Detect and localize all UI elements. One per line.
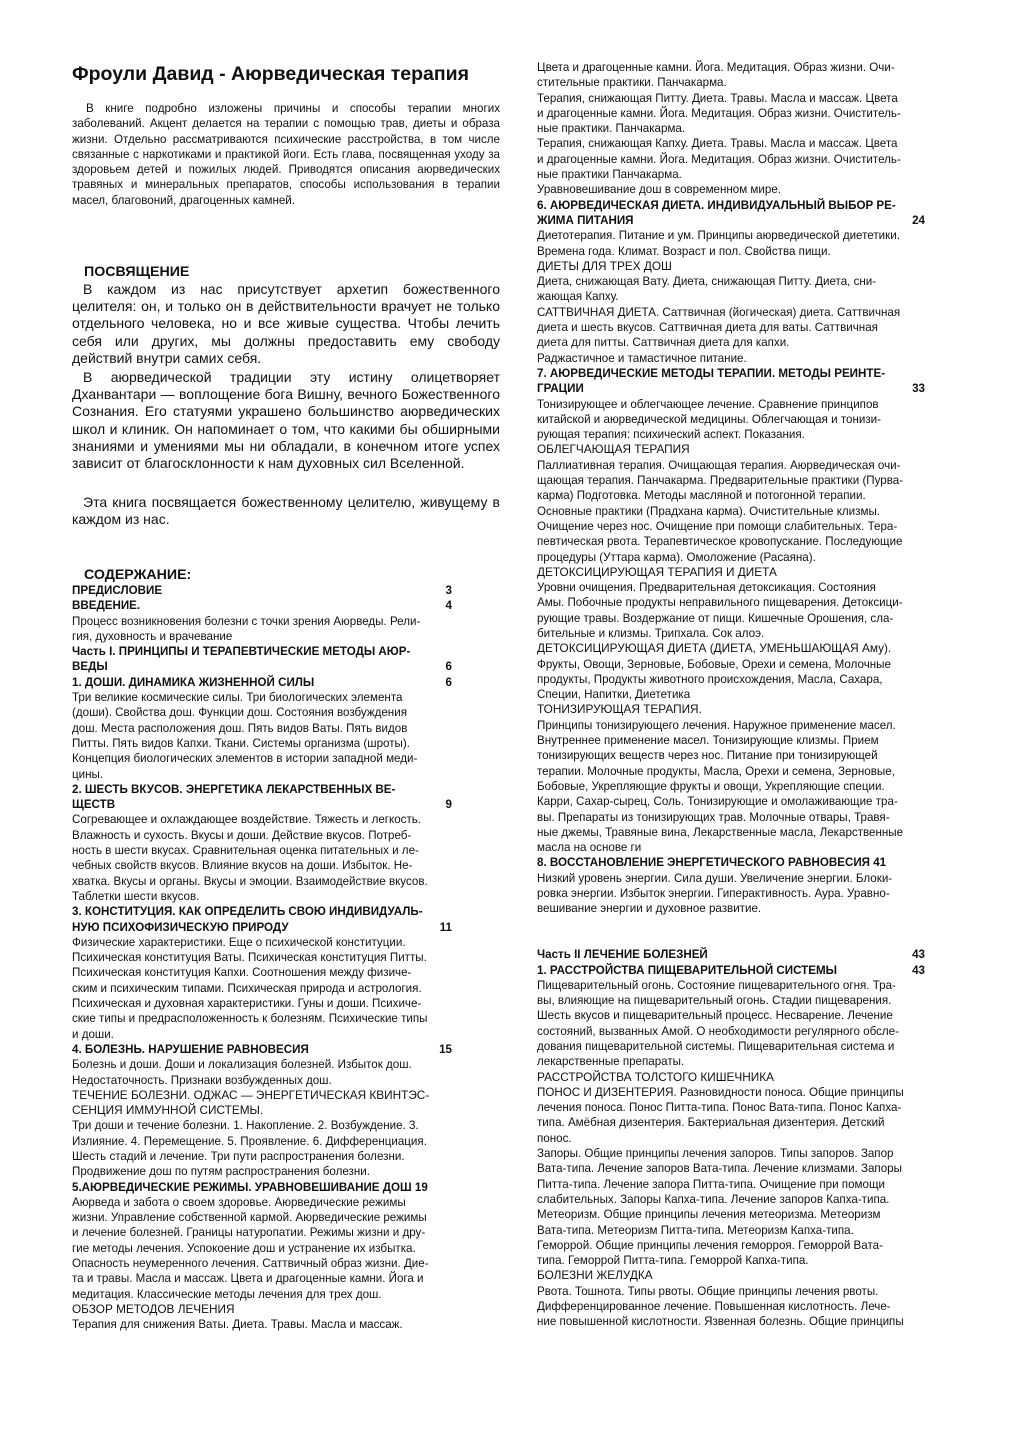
toc-line (537, 702, 975, 717)
toc-line (537, 595, 975, 610)
toc-line-text: Часть I. ПРИНЦИПЫ И ТЕРАПЕВТИЧЕСКИЕ МЕТОДЫ АЮР- (72, 645, 411, 659)
toc-line-text: вешивание энергии и духовное развитие. (537, 902, 762, 916)
toc-line-text: цины. (72, 767, 104, 781)
toc-page-number: 4 (445, 599, 452, 613)
toc-line (72, 598, 500, 613)
toc-line-text: ОБЗОР МЕТОДОВ ЛЕЧЕНИЯ (72, 1301, 235, 1316)
toc-line (537, 381, 975, 396)
toc-line (72, 1073, 500, 1088)
toc-line (537, 963, 975, 978)
toc-line (72, 935, 500, 950)
toc-page-number: 24 (912, 213, 925, 227)
toc-line (537, 1268, 975, 1283)
toc-line (537, 932, 975, 947)
toc-line (72, 1287, 500, 1302)
toc-line-text: и лечение болезней. Границы натуропатии. Режимы жизни и дру- (72, 1226, 426, 1240)
toc-line-text: СЕНЦИЯ ИММУННОЙ СИСТЕМЫ. (72, 1103, 264, 1118)
toc-line-text: 4. БОЛЕЗНЬ. НАРУШЕНИЕ РАВНОВЕСИЯ (72, 1042, 309, 1056)
toc-line (537, 1314, 975, 1329)
toc-line (72, 1088, 500, 1103)
toc-line (537, 289, 975, 304)
toc-page-number: 6 (445, 675, 452, 689)
toc-line (537, 1177, 975, 1192)
toc-line-text: ные джемы, Травяные вина, Лекарственные масла, Лекарственные (537, 825, 904, 839)
dedication-paragraph-3: Эта книга посвящается божественному целителю, живущему в каждом из нас. (72, 494, 500, 528)
toc-line-text: ВВЕДЕНИЕ. (72, 599, 141, 613)
toc-line-text: Рвота. Тошнота. Типы рвоты. Общие принципы лечения рвоты. (537, 1284, 879, 1298)
toc-line (537, 1070, 975, 1085)
toc-line-text: терапии. Молочные продукты, Масла, Орехи и семена, Зерновые, (537, 764, 895, 778)
toc-line (72, 675, 500, 690)
toc-line-text: и драгоценные камни. Йога. Медитация. Образ жизни. Очиститель- (537, 106, 901, 120)
toc-line (72, 1057, 500, 1072)
toc-line-text: 1. ДОШИ. ДИНАМИКА ЖИЗНЕННОЙ СИЛЫ (72, 675, 315, 689)
toc-line (537, 871, 975, 886)
toc-line (537, 1284, 975, 1299)
toc-line-text: стительные практики. Панчакарма. (537, 76, 727, 90)
toc-line-text: дования пищеварительной системы. Пищеварительная система и (537, 1040, 895, 1053)
toc-line-text: Три великие космические силы. Три биологических элемента (72, 691, 403, 705)
toc-line-text: 3. КОНСТИТУЦИЯ. КАК ОПРЕДЕЛИТЬ СВОЮ ИНДИВИДУАЛЬ- (72, 905, 423, 919)
toc-line (537, 840, 975, 855)
toc-line-text: и драгоценные камни. Йога. Медитация. Образ жизни. Очиститель- (537, 152, 901, 166)
toc-line (537, 825, 975, 840)
toc-line-text: Диета, снижающая Вату. Диета, снижающая Питту. Диета, сни- (537, 275, 877, 289)
toc-line (537, 91, 975, 106)
toc-line (537, 1100, 975, 1115)
toc-line-text: щающая терапия. Панчакарма. Предварительные практики (Пурва- (537, 474, 904, 488)
toc-line (537, 886, 975, 901)
toc-line-text: гие методы лечения. Успокоение дош и устранение их избытка. (72, 1241, 416, 1255)
toc-line-text: ДЕТОКСИЦИРУЮЩАЯ ДИЕТА (ДИЕТА, УМЕНЬШАЮЩАЯ Аму). (537, 641, 892, 656)
toc-line (72, 874, 500, 889)
toc-line (537, 412, 975, 427)
toc-line (72, 996, 500, 1011)
toc-line (72, 965, 500, 980)
toc-line-text: БОЛЕЗНИ ЖЕЛУДКА (537, 1268, 653, 1283)
toc-line (537, 335, 975, 350)
toc-line (537, 534, 975, 549)
toc-line (537, 504, 975, 519)
toc-line (537, 672, 975, 687)
toc-page-number: 9 (445, 798, 452, 812)
toc-line (537, 366, 975, 381)
toc-line (72, 1011, 500, 1026)
toc-line-text: Физические характеристики. Еще о психической конституции. (72, 935, 406, 949)
toc-line-text: Опасность неумеренного лечения. Саттвичный образ жизни. Дие- (72, 1257, 429, 1271)
toc-line (72, 843, 500, 858)
toc-line-text: Терапия, снижающая Питту. Диета. Травы. Масла и массаж. Цвета (537, 91, 898, 105)
toc-line-text: Карри, Сахар-сырец, Соль. Тонизирующие и омолаживающие тра- (537, 795, 898, 809)
toc-line-text: та и травы. Масла и массаж. Цвета и драгоценные камни. Йога и (72, 1272, 424, 1286)
toc-page-number: 43 (912, 948, 925, 962)
toc-line (537, 106, 975, 121)
toc-line-text: 7. АЮРВЕДИЧЕСКИЕ МЕТОДЫ ТЕРАПИИ. МЕТОДЫ РЕИНТЕ- (537, 366, 886, 380)
toc-left-lines (72, 583, 500, 1333)
toc-line-text: Цвета и драгоценные камни. Йога. Медитация. Образ жизни. Очи- (537, 61, 895, 74)
toc-line-text: Паллиативная терапия. Очищающая терапия. Аюрведическая очи- (537, 458, 901, 472)
toc-line (537, 1085, 975, 1100)
toc-line-text: Специи, Напитки, Диететика (537, 688, 691, 702)
toc-line-text: типа. Геморрой Питта-типа. Геморрой Капха-типа. (537, 1254, 809, 1268)
toc-line (537, 810, 975, 825)
toc-line-text: ние повышенной кислотности. Язвенная болезнь. Общие принципы (537, 1315, 904, 1329)
toc-line (537, 1253, 975, 1268)
toc-line-text: китайской и аюрведической медицины. Облегчающая и тонизи- (537, 412, 881, 426)
toc-line-text: ГРАЦИИ (537, 382, 584, 396)
toc-line-text: ДЕТОКСИЦИРУЮЩАЯ ТЕРАПИЯ И ДИЕТА (537, 564, 777, 579)
toc-line-text: Питты. Пять видов Капхи. Ткани. Системы организма (шроты). (72, 736, 410, 750)
toc-page-number: 11 (439, 920, 452, 934)
toc-line-text: ность в шести вкусах. Сравнительная оценка питательных и ле- (72, 844, 419, 858)
toc-line (537, 917, 975, 932)
toc-line (537, 228, 975, 243)
toc-line (537, 993, 975, 1008)
toc-line (72, 644, 500, 659)
toc-line-text: Психическая конституция Ваты. Психическая конституция Питты. (72, 951, 427, 965)
toc-line-text: Уровни очищения. Предварительная детоксикация. Состояния (537, 581, 876, 595)
toc-line-text: Болезнь и доши. Доши и локализация болезней. Избыток дош. (72, 1058, 412, 1072)
document-title: Фроули Давид - Аюрведическая терапия (72, 63, 470, 85)
toc-line-text: ским и психическим типами. Психическая природа и астрология. (72, 981, 422, 995)
toc-line-text: ЖИМА ПИТАНИЯ (537, 213, 634, 227)
toc-line (537, 978, 975, 993)
toc-line (72, 721, 500, 736)
toc-line-text: Шесть вкусов и пищеварительный процесс. Несварение. Лечение (537, 1009, 893, 1023)
toc-line-text: ДИЕТЫ ДЛЯ ТРЕХ ДОШ (537, 258, 672, 273)
toc-line-text: Согревающее и охлаждающее воздействие. Тяжесть и легкость. (72, 813, 422, 827)
toc-line (72, 1210, 500, 1225)
toc-page-number: 43 (912, 963, 925, 977)
toc-line-text: тонизирующих веществ через нос. Питание при тонизирующей (537, 749, 878, 763)
toc-line (537, 320, 975, 335)
toc-line (72, 1317, 500, 1332)
dedication-paragraph-1: В каждом из нас присутствует архетип божественного целителя: он, и только он в действительности врачует не только отдельного человека, но и все живые существа. Чтобы лечить себя или других, мы должны предоставить ему свободу действий внутри самих себя. (72, 281, 500, 366)
toc-page-number: 3 (445, 584, 452, 597)
toc-line (72, 1103, 500, 1118)
toc-line-text: дош. Места расположения дош. Пять видов Ваты. Пять видов (72, 721, 408, 735)
toc-line (537, 901, 975, 916)
toc-line (537, 794, 975, 809)
toc-line (537, 565, 975, 580)
toc-line (72, 1180, 500, 1195)
toc-line (72, 690, 500, 705)
toc-line-text: Тонизирующее и облегчающее лечение. Сравнение принципов (537, 397, 879, 411)
toc-line (72, 1027, 500, 1042)
toc-line (537, 779, 975, 794)
toc-line-text: САТТВИЧНАЯ ДИЕТА. Саттвичная (йогическая) диета. Саттвичная (537, 305, 901, 319)
toc-line (72, 1241, 500, 1256)
toc-line-text: диета и шесть вкусов. Саттвичная диета для ваты. Саттвичная (537, 321, 878, 335)
toc-line (537, 351, 975, 366)
toc-line (537, 274, 975, 289)
toc-line-text: ОБЛЕГЧАЮЩАЯ ТЕРАПИЯ (537, 442, 690, 457)
toc-line-text: Три доши и течение болезни. 1. Накопление. 2. Возбуждение. 3. (72, 1119, 419, 1133)
toc-line (537, 1131, 975, 1146)
toc-line-text: ТОНИЗИРУЮЩАЯ ТЕРАПИЯ. (537, 702, 702, 717)
toc-line-text: карма) Подготовка. Методы масляной и потогонной терапии. (537, 489, 866, 503)
toc-line-text: Запоры. Общие принципы лечения запоров. Типы запоров. Запор (537, 1147, 894, 1161)
toc-line (537, 1161, 975, 1176)
toc-line (537, 657, 975, 672)
toc-line-text: Питта-типа. Лечение запора Питта-типа. Очищение при помощи (537, 1177, 885, 1191)
toc-line-text: диета для питты. Саттвичная диета для капхи. (537, 336, 790, 350)
toc-line-text: процедуры (Уттара карма). Омоложение (Расаяна). (537, 550, 816, 564)
toc-line-text: Недостаточность. Признаки возбужденных дош. (72, 1073, 332, 1087)
toc-line (72, 1302, 500, 1317)
toc-line-text: и доши. (72, 1027, 114, 1041)
toc-line-text: Излияние. 4. Перемещение. 5. Проявление. 6. Дифференциация. (72, 1134, 427, 1148)
toc-line (537, 198, 975, 213)
toc-line-text: Терапия для снижения Ваты. Диета. Травы. Масла и массаж. (72, 1318, 403, 1332)
toc-line-text: чебных свойств вкусов. Влияние вкусов на доши. Избыток. Не- (72, 859, 413, 873)
toc-line (72, 889, 500, 904)
toc-line-text: Концепция биологических элементов в истории западной меди- (72, 752, 418, 766)
toc-line-text: жизни. Управление собственной кармой. Аюрведические режимы (72, 1211, 427, 1225)
toc-line (72, 1225, 500, 1240)
toc-line-text: Шесть стадий и лечение. Три пути распространения болезни. (72, 1149, 405, 1163)
toc-line-text: певтическая рвота. Терапевтическое кровопускание. Последующие (537, 535, 903, 549)
toc-line (537, 152, 975, 167)
toc-heading: СОДЕРЖАНИЕ: (84, 567, 192, 583)
toc-line (537, 182, 975, 197)
toc-line-text: Аюрведа и забота о своем здоровье. Аюрведические режимы (72, 1195, 406, 1209)
toc-line-text: 2. ШЕСТЬ ВКУСОВ. ЭНЕРГЕТИКА ЛЕКАРСТВЕННЫХ ВЕ- (72, 782, 396, 796)
toc-line-text: масла на основе ги (537, 841, 642, 855)
toc-line-text: ЩЕСТВ (72, 798, 116, 812)
dedication-paragraph-2: В аюрведической традиции эту истину олицетворяет Дханвантари — воплощение бога Вишну, вечного Божественного Сознания. Его статуями украшено большинство аюрведических школ и клиник. Он напоминает о том, что какими бы обширными знаниями и умениями мы ни обладали, в конечном итоге успех зависит от благосклонности к нам духовных сил Вселенной. (72, 369, 500, 472)
toc-line-text: гия, духовность и врачевание (72, 629, 233, 643)
abstract-paragraph: В книге подробно изложены причины и способы терапии многих заболеваний. Акцент делается на терапии с помощью трав, диеты и образа жизни. Отдельно рассматриваются психические расстройства, в том числе связанные с наркотиками и практикой йоги. Есть глава, посвященная уходу за здоровьем детей и пожилых людей. Приводятся описания аюрведических травяных и минеральных препаратов, способы использования в терапии масел, благовоний, драгоценных камней. (72, 102, 500, 207)
toc-line-text: Основные практики (Прадхана карма). Очистительные клизмы. (537, 504, 881, 518)
toc-line-text: бительные и клизмы. Трипхала. Сок алоэ. (537, 626, 765, 640)
toc-line (537, 855, 975, 870)
toc-line-text: медитация. Классические методы лечения для трех дош. (72, 1287, 382, 1301)
toc-page-number: 15 (439, 1042, 452, 1056)
toc-line (537, 488, 975, 503)
toc-line-text: вы, влияющие на пищеварительный огонь. Стадии пищеварения. (537, 994, 892, 1008)
toc-line-text: 8. ВОССТАНОВЛЕНИЕ ЭНЕРГЕТИЧЕСКОГО РАВНОВЕСИЯ 41 (537, 856, 887, 870)
dedication-heading: ПОСВЯЩЕНИЕ (84, 264, 190, 280)
toc-line (72, 828, 500, 843)
toc-line-text: состояний, вызванных Амой. О необходимости регулярного обсле- (537, 1024, 899, 1038)
toc-line (72, 812, 500, 827)
toc-line (537, 1223, 975, 1238)
toc-line-text: Вата-типа. Лечение запоров Вата-типа. Лечение клизмами. Запоры (537, 1162, 902, 1176)
toc-line (537, 718, 975, 733)
toc-line-text: Часть II ЛЕЧЕНИЕ БОЛЕЗНЕЙ (537, 948, 708, 962)
toc-line (72, 1118, 500, 1133)
toc-line-text: 1. РАССТРОЙСТВА ПИЩЕВАРИТЕЛЬНОЙ СИСТЕМЫ (537, 963, 837, 977)
toc-line-text: слабительных. Запоры Капха-типа. Лечение запоров Капха-типа. (537, 1192, 890, 1206)
toc-line (72, 1134, 500, 1149)
toc-line-text: Метеоризм. Общие принципы лечения метеоризма. Метеоризм (537, 1208, 881, 1222)
toc-line (537, 1024, 975, 1039)
toc-line-text: Геморрой. Общие принципы лечения геморроя. Геморрой Вата- (537, 1238, 883, 1252)
toc-line (537, 519, 975, 534)
toc-line (537, 167, 975, 182)
toc-line (537, 733, 975, 748)
toc-line (537, 626, 975, 641)
toc-line (537, 1207, 975, 1222)
toc-line (72, 659, 500, 674)
toc-line-text: Диетотерапия. Питание и ум. Принципы аюрведической диететики. (537, 229, 900, 243)
toc-line-text: (доши). Свойства дош. Функции дош. Состояния возбуждения (72, 706, 407, 720)
toc-line-text: Уравновешивание дош в современном мире. (537, 183, 782, 197)
toc-line-text: Бобовые, Укрепляющие фрукты и овощи, Укрепляющие специи. (537, 779, 885, 793)
toc-page-number: 33 (912, 382, 925, 396)
toc-line (537, 473, 975, 488)
toc-line (72, 858, 500, 873)
toc-line-text: понос. (537, 1131, 572, 1145)
toc-line (72, 797, 500, 812)
toc-line-text: типа. Амёбная дизентерия. Бактериальная дизентерия. Детский (537, 1116, 885, 1130)
toc-line (537, 244, 975, 259)
toc-line (72, 981, 500, 996)
toc-line-text: лекарственные препараты. (537, 1055, 685, 1069)
toc-line (537, 947, 975, 962)
toc-line (72, 751, 500, 766)
toc-line (537, 305, 975, 320)
toc-line (72, 1149, 500, 1164)
toc-line (537, 442, 975, 457)
toc-line (537, 213, 975, 228)
toc-line (537, 136, 975, 151)
toc-line-text: ные практики. Панчакарма. (537, 122, 686, 136)
toc-line-text: рующая терапия: психический аспект. Показания. (537, 428, 805, 442)
toc-line-text: Принципы тонизирующего лечения. Наружное применение масел. (537, 718, 896, 732)
toc-line-text: Влажность и сухость. Вкусы и доши. Действие вкусов. Потреб- (72, 828, 412, 842)
toc-right-lines (537, 60, 975, 1330)
toc-line-text: Процесс возникновения болезни с точки зрения Аюрведы. Рели- (72, 614, 421, 628)
toc-line-text: Терапия, снижающая Капху. Диета. Травы. Масла и массаж. Цвета (537, 137, 898, 151)
toc-line (537, 764, 975, 779)
toc-line (537, 1238, 975, 1253)
toc-line-text: Психическая конституция Капхи. Соотношения между физиче- (72, 966, 412, 980)
toc-line (72, 583, 500, 598)
toc-line (72, 920, 500, 935)
toc-line (537, 611, 975, 626)
toc-line-text: Низкий уровень энергии. Сила души. Увеличение энергии. Блоки- (537, 871, 893, 885)
toc-line-text: НУЮ ПСИХОФИЗИЧЕСКУЮ ПРИРОДУ (72, 920, 289, 934)
toc-line-text: Амы. Побочные продукты неправильного пищеварения. Детоксици- (537, 596, 903, 610)
toc-line-text: РАССТРОЙСТВА ТОЛСТОГО КИШЕЧНИКА (537, 1069, 775, 1084)
toc-line (72, 736, 500, 751)
toc-line (537, 259, 975, 274)
toc-line (537, 1039, 975, 1054)
toc-line-text: жающая Капху. (537, 290, 619, 304)
toc-line-text: Раджастичное и тамастичное питание. (537, 351, 747, 365)
toc-page-number: 6 (445, 660, 452, 674)
toc-line (72, 1042, 500, 1057)
toc-line (537, 1299, 975, 1314)
toc-line (537, 1008, 975, 1023)
toc-line (72, 782, 500, 797)
toc-line (72, 1164, 500, 1179)
toc-line-text: вы. Препараты из тонизирующих трав. Молочные отвары, Травя- (537, 810, 890, 824)
toc-line-text: Пищеварительный огонь. Состояние пищеварительного огня. Тра- (537, 978, 896, 992)
toc-line (537, 580, 975, 595)
toc-line-text: 5.АЮРВЕДИЧЕСКИЕ РЕЖИМЫ. УРАВНОВЕШИВАНИЕ ДОШ 19 (72, 1180, 428, 1194)
toc-line-text: хватка. Вкусы и органы. Вкусы и эмоции. Взаимодействие вкусов. (72, 874, 428, 888)
toc-line (537, 550, 975, 565)
toc-line-text: Фрукты, Овощи, Зерновые, Бобовые, Орехи и семена, Молочные (537, 657, 891, 671)
toc-line-text: Таблетки шести вкусов. (72, 889, 200, 903)
toc-line-text: ровка энергии. Избыток энергии. Гиперактивность. Аура. Уравно- (537, 887, 890, 901)
toc-line (537, 1146, 975, 1161)
toc-line-text: Вата-типа. Метеоризм Питта-типа. Метеоризм Капха-типа. (537, 1223, 854, 1237)
toc-line-text: Времена года. Климат. Возраст и пол. Свойства пищи. (537, 244, 831, 258)
toc-line (72, 767, 500, 782)
toc-line-text: ТЕЧЕНИЕ БОЛЕЗНИ. ОДЖАС — ЭНЕРГЕТИЧЕСКАЯ КВИНТЭС- (72, 1087, 430, 1102)
toc-line (537, 458, 975, 473)
toc-line (72, 1256, 500, 1271)
toc-line (537, 687, 975, 702)
toc-line (537, 121, 975, 136)
toc-line-text: ские типы и предрасположенность к болезням. Психические типы (72, 1012, 428, 1026)
toc-line-text: ные практики Панчакарма. (537, 168, 682, 182)
toc-line (537, 427, 975, 442)
toc-line (72, 614, 500, 629)
toc-line (537, 1192, 975, 1207)
toc-line (537, 60, 975, 75)
toc-line-text: ПОНОС И ДИЗЕНТЕРИЯ. Разновидности поноса. Общие принципы (537, 1085, 904, 1099)
toc-line-text: Дифференцированное лечение. Повышенная кислотность. Лече- (537, 1300, 891, 1314)
toc-line-text: лечения поноса. Понос Питта-типа. Понос Вата-типа. Понос Капха- (537, 1101, 902, 1115)
toc-line (537, 1054, 975, 1069)
toc-line-text: Продвижение дош по путям распространения болезни. (72, 1165, 370, 1179)
toc-line (537, 397, 975, 412)
toc-line (72, 1271, 500, 1286)
toc-line-text: ВЕДЫ (72, 660, 108, 674)
toc-line-text: Внутреннее применение масел. Тонизирующие клизмы. Прием (537, 734, 879, 748)
toc-line (537, 1115, 975, 1130)
toc-line-text: 6. АЮРВЕДИЧЕСКАЯ ДИЕТА. ИНДИВИДУАЛЬНЫЙ ВЫБОР РЕ- (537, 198, 896, 212)
toc-line (537, 641, 975, 656)
toc-line (72, 950, 500, 965)
toc-line (72, 1195, 500, 1210)
toc-line-text: рующие травы. Воздержание от пищи. Кишечные Орошения, сла- (537, 611, 894, 625)
toc-line (72, 629, 500, 644)
toc-line-text: Психическая и духовная характеристики. Гуны и доши. Психиче- (72, 997, 422, 1011)
toc-line (72, 904, 500, 919)
toc-line-text: продукты, Продукты животного происхождения, Масла, Сахара, (537, 672, 883, 686)
toc-line (72, 705, 500, 720)
toc-line (537, 748, 975, 763)
toc-line (537, 75, 975, 90)
toc-line-text: Очищение через нос. Очищение при помощи слабительных. Тера- (537, 519, 898, 533)
toc-line-text: ПРЕДИСЛОВИЕ (72, 584, 163, 597)
